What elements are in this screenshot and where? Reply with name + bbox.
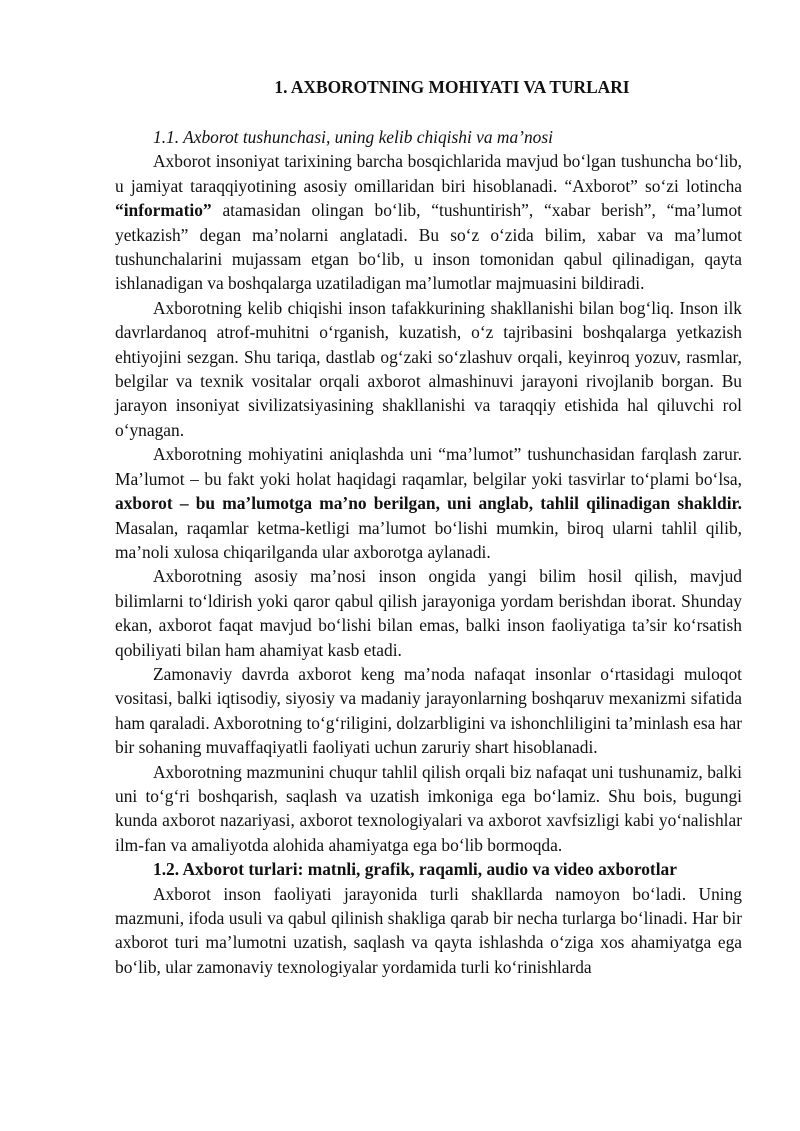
- paragraph-7: Axborot inson faoliyati jarayonida turli shakllarda namoyon bo‘ladi. Uning mazmuni, ifoda usuli va qabul qilinish shakliga qarab bir necha turlarga bo‘linadi. Har bir axborot turi ma’lumotni uzatish, saqlash va qayta ishlashda o‘ziga xos ahamiyatga ega bo‘lib, ular zamonaviy texnologiyalar yordamida turli ko‘rinishlarda: [115, 883, 742, 977]
- section-heading-1-1: 1.1. Axborot tushunchasi, uning kelib chiqishi va ma’nosi: [153, 127, 553, 147]
- paragraph-3-text-a: Axborotning mohiyatini aniqlashda uni “ma’lumot” tushunchasidan farqlash zarur. Ma’lumot – bu fakt yoki holat haqidagi raqamlar, belgilar yoki tasvirlar to‘plami bo‘lsa,: [115, 444, 742, 489]
- paragraph-1: [115, 149, 742, 295]
- paragraph-3-text-b: Masalan, raqamlar ketma-ketligi ma’lumot bo‘lishi mumkin, biroq ularni tahlil qilib, ma’noli xulosa chiqarilganda ular axborotga aylanadi.: [115, 517, 742, 562]
- paragraph-2: Axborotning kelib chiqishi inson tafakkurining shakllanishi bilan bog‘liq. Inson ilk davrlardanoq atrof-muhitni o‘rganish, kuzatish, o‘z tajribasini boshqalarga yetkazish ehtiyojini sezgan. Shu tariqa, dastlab og‘zaki so‘zlashuv orqali, keyinroq yozuv, rasmlar, belgilar va texnik vositalar orqali axborot almashinuvi jarayoni rivojlanib borgan. Bu jarayon insoniyat sivilizatsiyasining shakllanishi va taraqqiy etishida hal qiluvchi rol o‘ynagan.: [115, 297, 742, 440]
- page-title: 1. AXBOROTNING MOHIYATI VA TURLARI: [274, 77, 630, 97]
- document-body: [115, 125, 742, 979]
- paragraph-6: Axborotning mazmunini chuqur tahlil qilish orqali biz nafaqat uni tushunamiz, balki uni to‘g‘ri boshqarish, saqlash va uzatish imkoniga ega bo‘lamiz. Shu bois, bugungi kunda axborot nazariyasi, axborot texnologiyalari va axborot xavfsizligi kabi yo‘nalishlar ilm-fan va amaliyotda alohida ahamiyatga ega bo‘lib bormoqda.: [115, 761, 742, 855]
- paragraph-4: Axborotning asosiy ma’nosi inson ongida yangi bilim hosil qilish, mavjud bilimlarni to‘ldirish yoki qaror qabul qilish jarayoniga yordam berishdan iborat. Shunday ekan, axborot faqat mavjud bo‘lishi bilan emas, balki inson faoliyatiga ta’sir ko‘rsatish qobiliyati bilan ham ahamiyat kasb etadi.: [115, 566, 742, 660]
- paragraph-1-text-b: atamasidan olingan bo‘lib, “tushuntirish”, “xabar berish”, “ma’lumot yetkazish” degan ma’nolarni anglatadi. Bu so‘z o‘zida bilim, xabar va ma’lumot tushunchalarini mujassam etgan bo‘lib, u inson tomonidan qabul qilinadigan, qayta ishlanadigan va boshqalarga uzatiladigan ma’lumotlar majmuasini bildiradi.: [115, 200, 742, 294]
- section-heading-1-2: 1.2. Axborot turlari: matnli, grafik, raqamli, audio va video axborotlar: [153, 859, 677, 880]
- paragraph-3-bold-definition: axborot – bu ma’lumotga ma’no berilgan, uni anglab, tahlil qilinadigan shakldir.: [115, 493, 742, 514]
- paragraph-5: Zamonaviy davrda axborot keng ma’noda nafaqat insonlar o‘rtasidagi muloqot vositasi, balki iqtisodiy, siyosiy va madaniy jarayonlarning boshqaruv mexanizmi sifatida ham qaraladi. Axborotning to‘g‘riligini, dolzarbligini va ishonchliligini ta’minlash esa har bir sohaning muvaffaqiyatli faoliyati uchun zaruriy shart hisoblanadi.: [115, 663, 742, 758]
- paragraph-3: [115, 442, 742, 564]
- paragraph-1-bold-term: “informatio”: [115, 200, 212, 221]
- paragraph-1-text-a: Axborot insoniyat tarixining barcha bosqichlarida mavjud bo‘lgan tushuncha bo‘lib, u jamiyat taraqqiyotining asosiy omillaridan biri hisoblanadi. “Axborot” so‘zi lotincha: [115, 151, 742, 196]
